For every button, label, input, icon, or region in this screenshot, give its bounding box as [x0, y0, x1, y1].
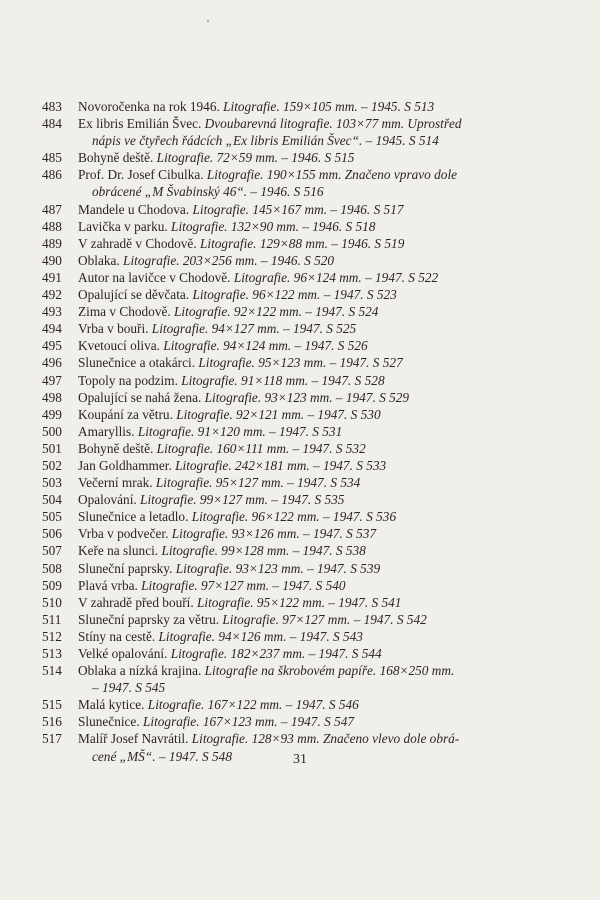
catalog-entry [42, 406, 562, 423]
entry-text [78, 474, 562, 491]
entry-title: Mandele u Chodova. [78, 201, 193, 217]
entry-line [78, 183, 562, 200]
entry-number: 505 [42, 509, 62, 525]
entry-title: Sluneční paprsky. [78, 560, 176, 576]
entry-number: 498 [42, 389, 62, 405]
entry-title: V zahradě před bouří. [78, 594, 198, 610]
entry-title: Jan Goldhammer. [78, 457, 176, 473]
entry-number: 500 [42, 423, 62, 439]
entry-description: Litografie. 242×181 mm. – 1947. S 533 [175, 457, 387, 473]
entry-text [78, 389, 562, 406]
entry-title: Novoročenka na rok 1946. [78, 99, 224, 114]
entry-title: Keře na slunci. [78, 543, 162, 559]
entry-line [78, 679, 562, 696]
entry-line [78, 303, 562, 320]
entry-number: 513 [42, 646, 62, 661]
entry-text [78, 115, 562, 149]
entry-title: Prof. Dr. Josef Cibulka. [78, 167, 207, 183]
entry-text [78, 611, 562, 628]
entry-number: 501 [42, 440, 62, 456]
entry-description: Litografie. 145×167 mm. – 1946. S 517 [192, 201, 404, 217]
catalog-entry [42, 320, 562, 337]
catalog-entry [42, 252, 562, 269]
entry-number: 493 [42, 304, 62, 320]
entry-text [78, 372, 562, 389]
entry-title: Lavička v parku. [78, 218, 172, 234]
entry-line [78, 577, 562, 594]
entry-text [78, 508, 562, 525]
catalog-entry [42, 594, 562, 611]
catalog-entry [42, 474, 562, 491]
catalog-entry [42, 201, 562, 218]
entry-description: Litografie. 92×121 mm. – 1947. S 530 [176, 406, 381, 422]
entry-description: Litografie. 91×120 mm. – 1947. S 531 [137, 423, 343, 439]
entry-text [78, 320, 562, 337]
entry-number: 514 [42, 663, 62, 679]
entry-text [78, 166, 562, 200]
catalog-entry [42, 389, 562, 406]
entry-description: Litografie. 128×93 mm. Značeno vlevo dole obrá- [191, 731, 460, 747]
entry-number: 483 [42, 99, 62, 114]
entry-line [78, 423, 562, 440]
entry-line [78, 286, 562, 303]
entry-text [78, 662, 562, 696]
entry-title: Autor na lavičce v Chodově. [78, 269, 234, 285]
entry-title: Vrba v bouři. [78, 321, 152, 337]
entry-text [78, 303, 562, 320]
catalog-entry [42, 611, 562, 628]
entry-title: Plavá vrba. [78, 577, 142, 593]
entry-title: Amaryllis. [78, 423, 138, 439]
entry-description: Litografie. 93×123 mm. – 1947. S 539 [175, 560, 381, 576]
catalog-entry [42, 235, 562, 252]
catalog-entry [42, 525, 562, 542]
entry-title: Opalující se nahá žena. [78, 389, 205, 405]
entry-text [78, 457, 562, 474]
entry-line [78, 628, 562, 645]
entry-description: Litografie. 132×90 mm. – 1946. S 518 [171, 218, 376, 234]
entry-number: 506 [42, 526, 62, 542]
entry-line [78, 525, 562, 542]
entry-line [78, 166, 562, 183]
catalog-entries [42, 98, 562, 765]
entry-description: Litografie. 72×59 mm. – 1946. S 515 [156, 150, 355, 166]
entry-text [78, 577, 562, 594]
entry-text [78, 98, 562, 115]
entry-description: Litografie. 97×127 mm. – 1947. S 540 [141, 577, 346, 593]
entry-title: Sluneční paprsky za větru. [78, 611, 223, 627]
entry-title: Topoly na podzim. [78, 372, 182, 388]
entry-description: Litografie na škrobovém papíře. 168×250 mm. [204, 663, 455, 679]
entry-line [78, 508, 562, 525]
entry-text [78, 491, 562, 508]
catalog-entry [42, 491, 562, 508]
entry-text [78, 252, 562, 269]
catalog-entry [42, 115, 562, 149]
catalog-entry [42, 149, 562, 166]
entry-text [78, 713, 562, 730]
catalog-entry [42, 696, 562, 713]
entry-title: Bohyně deště. [78, 150, 157, 166]
entry-line [78, 611, 562, 628]
entry-title: Slunečnice. [78, 714, 143, 730]
entry-title: Slunečnice a otakárci. [78, 355, 199, 371]
entry-number: 508 [42, 560, 62, 576]
catalog-entry [42, 354, 562, 371]
entry-number: 494 [42, 321, 62, 337]
entry-line [78, 542, 562, 559]
entry-number: 488 [42, 218, 62, 234]
entry-description: Litografie. 95×123 mm. – 1947. S 527 [198, 355, 403, 371]
entry-description: Litografie. 129×88 mm. – 1946. S 519 [199, 235, 405, 251]
catalog-entry [42, 166, 562, 200]
entry-title: Zima v Chodově. [78, 304, 175, 320]
entry-line [78, 269, 562, 286]
entry-description: Litografie. 96×124 mm. – 1947. S 522 [233, 269, 439, 285]
entry-title: Koupání za větru. [78, 406, 177, 422]
entry-description: Litografie. 94×124 mm. – 1947. S 526 [163, 338, 368, 354]
catalog-entry [42, 713, 562, 730]
entry-number: 484 [42, 116, 62, 132]
entry-line [78, 218, 562, 235]
entry-number: 490 [42, 252, 62, 268]
entry-description: Litografie. 203×256 mm. – 1946. S 520 [123, 252, 335, 268]
catalog-entry [42, 440, 562, 457]
entry-text [78, 149, 562, 166]
entry-description: Litografie. 93×123 mm. – 1947. S 529 [204, 389, 410, 405]
entry-description: Litografie. 95×127 mm. – 1947. S 534 [155, 475, 361, 491]
entry-number: 491 [42, 269, 62, 285]
entry-text [78, 560, 562, 577]
entry-title: Opalující se děvčata. [78, 287, 193, 303]
entry-line [78, 132, 562, 149]
entry-line [78, 713, 562, 730]
entry-text [78, 542, 562, 559]
entry-title: Opalování. [78, 492, 141, 508]
entry-number: 496 [42, 355, 62, 371]
entry-number: 509 [42, 577, 62, 593]
entry-description: Litografie. 94×127 mm. – 1947. S 525 [151, 321, 357, 337]
entry-number: 515 [42, 697, 62, 713]
entry-line [78, 149, 562, 166]
catalog-entry [42, 628, 562, 645]
catalog-entry [42, 269, 562, 286]
entry-title: Bohyně deště. [78, 440, 157, 456]
entry-number: 495 [42, 338, 62, 354]
entry-description: Litografie. 190×155 mm. Značeno vpravo dole [206, 167, 458, 183]
entry-description: Dvoubarevná litografie. 103×77 mm. Uprostřed [204, 116, 462, 132]
entry-line [78, 201, 562, 218]
entry-text [78, 286, 562, 303]
entry-description: Litografie. 95×122 mm. – 1947. S 541 [197, 594, 402, 610]
catalog-entry [42, 98, 562, 115]
entry-line [78, 98, 562, 115]
catalog-entry [42, 218, 562, 235]
entry-text [78, 269, 562, 286]
catalog-entry [42, 457, 562, 474]
entry-number: 516 [42, 714, 62, 730]
entry-number: 497 [42, 372, 62, 388]
entry-number: 511 [42, 611, 62, 627]
entry-description: Litografie. 97×127 mm. – 1947. S 542 [222, 611, 427, 627]
entry-description: Litografie. 92×122 mm. – 1947. S 524 [174, 304, 379, 320]
entry-text [78, 235, 562, 252]
entry-description: Litografie. 99×127 mm. – 1947. S 535 [140, 492, 345, 508]
entry-number: 485 [42, 150, 62, 166]
entry-description: Litografie. 182×237 mm. – 1947. S 544 [170, 646, 382, 661]
entry-number: 507 [42, 543, 62, 559]
entry-number: 517 [42, 731, 62, 747]
entry-line [78, 594, 562, 611]
catalog-entry [42, 645, 562, 662]
catalog-entry [42, 560, 562, 577]
entry-title: Slunečnice a letadlo. [78, 509, 192, 525]
entry-number: 502 [42, 457, 62, 473]
entry-text [78, 201, 562, 218]
entry-text [78, 337, 562, 354]
page-number: 31 [293, 752, 307, 767]
entry-description: – 1947. S 545 [92, 680, 166, 696]
entry-number: 504 [42, 492, 62, 508]
entry-number: 492 [42, 287, 62, 303]
entry-text [78, 406, 562, 423]
entry-description: obrácené „M Švabinský 46“. – 1946. S 516 [92, 184, 324, 200]
entry-line [78, 115, 562, 132]
entry-title: Večerní mrak. [78, 475, 156, 491]
entry-line [78, 696, 562, 713]
entry-line [78, 474, 562, 491]
entry-title: V zahradě v Chodově. [78, 235, 200, 251]
entry-text [78, 423, 562, 440]
entry-text [78, 440, 562, 457]
entry-description: cené „MŠ“. – 1947. S 548 [92, 748, 232, 764]
entry-number: 486 [42, 167, 62, 183]
entry-text [78, 594, 562, 611]
catalog-entry [42, 577, 562, 594]
entry-description: Litografie. 96×122 mm. – 1947. S 523 [192, 287, 397, 303]
entry-line [78, 662, 562, 679]
paper-speck [207, 20, 209, 22]
entry-text [78, 218, 562, 235]
entry-title: Ex libris Emilián Švec. [78, 116, 205, 132]
entry-number: 487 [42, 201, 62, 217]
entry-line [78, 337, 562, 354]
entry-description: Litografie. 94×126 mm. – 1947. S 543 [158, 628, 363, 644]
entry-title: Kvetoucí oliva. [78, 338, 164, 354]
entry-text [78, 525, 562, 542]
catalog-entry [42, 423, 562, 440]
entry-title: Stíny na cestě. [78, 628, 159, 644]
entry-text [78, 354, 562, 371]
entry-title: Vrba v podvečer. [78, 526, 172, 542]
entry-line [78, 235, 562, 252]
entry-description: Litografie. 159×105 mm. – 1945. S 513 [223, 99, 435, 114]
entry-line [78, 372, 562, 389]
catalog-entry [42, 372, 562, 389]
catalog-entry [42, 662, 562, 696]
entry-description: Litografie. 91×118 mm. – 1947. S 528 [181, 372, 385, 388]
entry-description: Litografie. 96×122 mm. – 1947. S 536 [191, 509, 397, 525]
entry-line [78, 252, 562, 269]
catalog-entry [42, 337, 562, 354]
catalog-entry [42, 508, 562, 525]
catalog-entry [42, 286, 562, 303]
entry-number: 503 [42, 475, 62, 491]
entry-description: Litografie. 167×123 mm. – 1947. S 547 [143, 714, 355, 730]
entry-title: Oblaka. [78, 252, 124, 268]
entry-number: 512 [42, 628, 62, 644]
entry-line [78, 354, 562, 371]
entry-number: 499 [42, 406, 62, 422]
entry-title: Malá kytice. [78, 697, 148, 713]
entry-title: Malíř Josef Navrátil. [78, 731, 192, 747]
entry-description: Litografie. 99×128 mm. – 1947. S 538 [161, 543, 366, 559]
entry-text [78, 696, 562, 713]
entry-line [78, 389, 562, 406]
entry-line [78, 406, 562, 423]
entry-line [78, 320, 562, 337]
entry-line [78, 491, 562, 508]
entry-line [78, 457, 562, 474]
entry-title: Oblaka a nízká krajina. [78, 663, 205, 679]
entry-text [78, 628, 562, 645]
entry-number: 489 [42, 235, 62, 251]
entry-description: nápis ve čtyřech řádcích „Ex libris Emilián Švec“. – 1945. S 514 [92, 133, 439, 149]
entry-description: Litografie. 93×126 mm. – 1947. S 537 [171, 526, 377, 542]
entry-text [78, 645, 562, 662]
catalog-entry [42, 542, 562, 559]
entry-line [78, 440, 562, 457]
entry-description: Litografie. 167×122 mm. – 1947. S 546 [147, 697, 359, 713]
entry-line [78, 730, 562, 747]
catalog-entry [42, 303, 562, 320]
entry-number: 510 [42, 594, 62, 610]
entry-line [78, 645, 562, 662]
entry-description: Litografie. 160×111 mm. – 1947. S 532 [156, 440, 366, 456]
entry-title: Velké opalování. [78, 646, 171, 661]
entry-line [78, 560, 562, 577]
